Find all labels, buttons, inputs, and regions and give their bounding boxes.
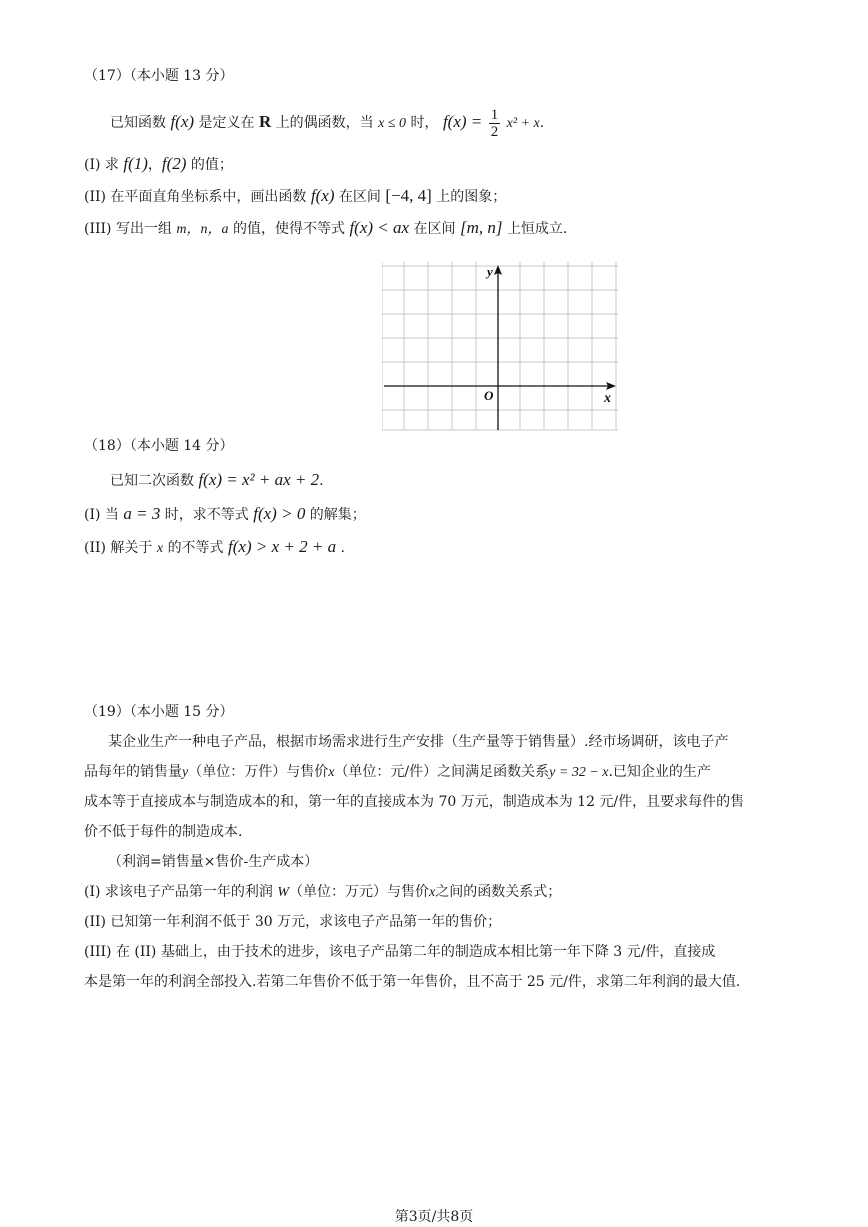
q19-part2: (II) 已知第一年利润不低于 30 万元，求该电子产品第一年的售价； bbox=[84, 914, 502, 930]
q17-part3: (III) 写出一组 m，n，a 的值，使得不等式 f(x) < ax 在区间 [m, n] 上恒成立. bbox=[84, 218, 568, 237]
q18-part2: (II) 解关于 x 的不等式 f(x) > x + 2 + a . bbox=[84, 537, 345, 556]
q19-line1: 某企业生产一种电子产品，根据市场需求进行生产安排（生产量等于销售量）.经市场调研，该电子产 bbox=[108, 734, 729, 750]
q19-part3-line1: (III) 在 (II) 基础上，由于技术的进步，该电子产品第二年的制造成本相比第一年下降 3 元/件，直接成 bbox=[84, 944, 716, 960]
q17-header: （17）（本小题 13 分） bbox=[84, 68, 234, 84]
q18-stem: 已知二次函数 f(x) = x² + ax + 2. bbox=[110, 470, 324, 489]
half-fraction: $\frac{1}{2}$ bbox=[490, 106, 499, 140]
grid-lines bbox=[382, 262, 618, 430]
q19-part3-line2: 本是第一年的利润全部投入.若第二年售价不低于第一年售价，且不高于 25 元/件，求第二年利润的最大值. bbox=[84, 974, 741, 990]
q19-part1: (I) 求该电子产品第一年的利润 W（单位：万元）与售价x之间的函数关系式； bbox=[84, 884, 562, 900]
q19-line4: 价不低于每件的制造成本. bbox=[84, 824, 243, 840]
coordinate-grid bbox=[382, 262, 622, 434]
origin-label: O bbox=[484, 388, 494, 403]
q19-header: （19）（本小题 15 分） bbox=[84, 704, 234, 720]
q18-part1: (I) 当 a = 3 时，求不等式 f(x) > 0 的解集； bbox=[84, 504, 366, 523]
q19-line2: 品每年的销售量y（单位：万件）与售价x（单位：元/件）之间满足函数关系y = 32 − x.已知企业的生产 bbox=[84, 764, 711, 780]
q19-line3: 成本等于直接成本与制造成本的和，第一年的直接成本为 70 万元，制造成本为 12 元/件，且要求每件的售 bbox=[84, 794, 745, 810]
q18-header: （18）（本小题 14 分） bbox=[84, 438, 234, 454]
q17-part2: (II) 在平面直角坐标系中，画出函数 f(x) 在区间 [−4, 4] 上的图象； bbox=[84, 186, 507, 205]
page-footer: 第3页/共8页 bbox=[394, 1209, 474, 1225]
y-axis-label: y bbox=[487, 264, 493, 279]
q17-part1: (I) 求 f(1)，f(2) 的值； bbox=[84, 154, 233, 173]
x-axis-label: x bbox=[604, 391, 611, 406]
q19-note: （利润=销售量×售价-生产成本） bbox=[108, 854, 319, 870]
q17-stem: 已知函数 f(x) 是定义在 R 上的偶函数，当 x ≤ 0 时， f(x) = $\frac{1}{2}$ x² + x. bbox=[110, 106, 545, 140]
